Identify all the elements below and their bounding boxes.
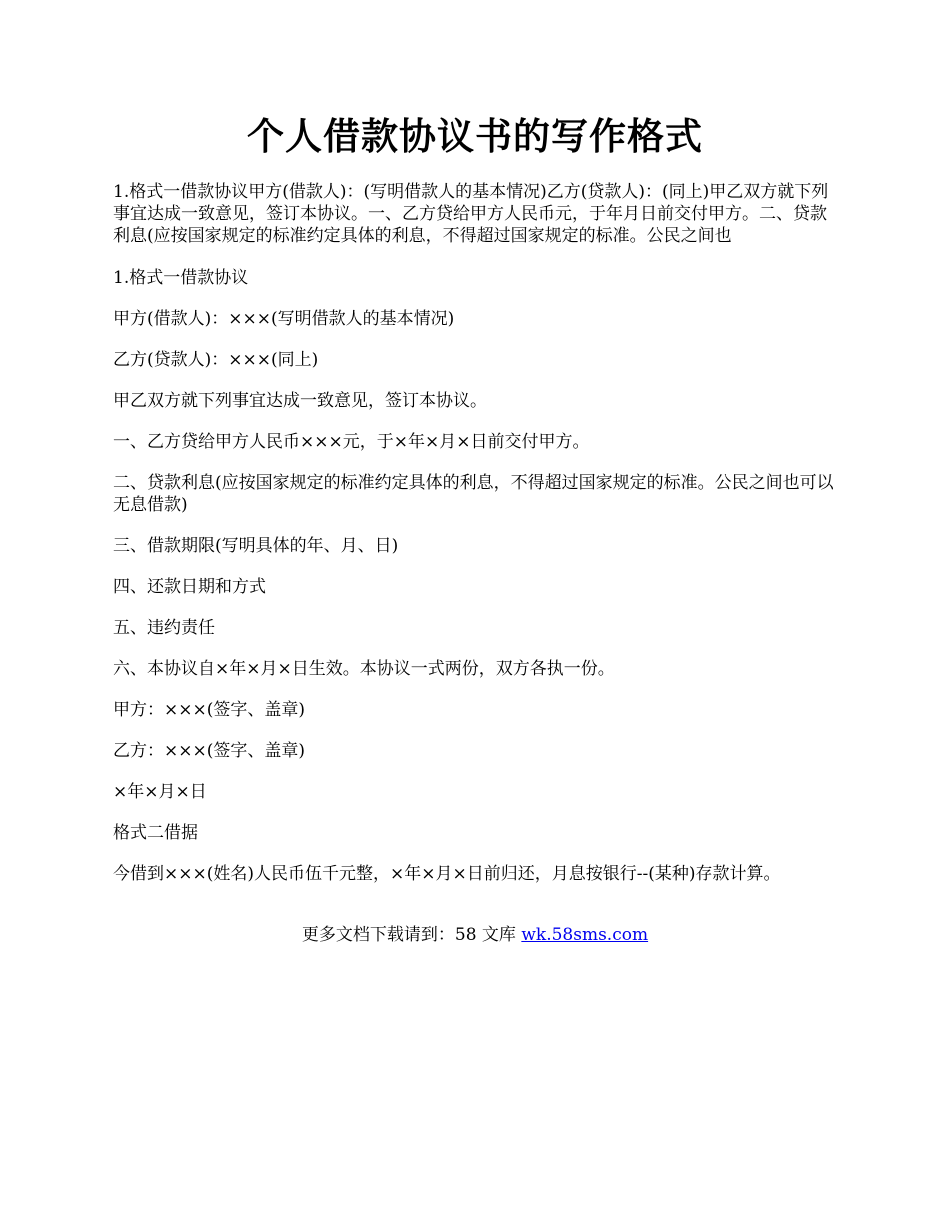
party-a-line: 甲方(借款人)：×××(写明借款人的基本情况) (113, 309, 455, 329)
party-b-line: 乙方(贷款人)：×××(同上) (113, 350, 319, 370)
section-heading-format-two: 格式二借据 (113, 823, 198, 843)
iou-text: 今借到×××(姓名)人民币伍千元整，×年×月×日前归还，月息按银行--(某种)存款计算。 (113, 864, 781, 884)
clause-two: 二、贷款利息(应按国家规定的标准约定具体的利息，不得超过国家规定的标准。公民之间也可以无息借款) (113, 473, 834, 515)
party-b-signature: 乙方：×××(签字、盖章) (113, 741, 305, 761)
clause-five: 五、违约责任 (113, 618, 215, 638)
section-heading-format-one: 1.格式一借款协议 (113, 268, 249, 288)
footer-link[interactable]: wk.58sms.com (521, 925, 649, 945)
clause-three: 三、借款期限(写明具体的年、月、日) (113, 536, 399, 556)
document-title: 个人借款协议书的写作格式 (247, 114, 703, 158)
agreement-statement: 甲乙双方就下列事宜达成一致意见，签订本协议。 (113, 391, 487, 411)
document-body (113, 181, 841, 904)
party-a-signature: 甲方：×××(签字、盖章) (113, 700, 305, 720)
intro-paragraph: 1.格式一借款协议甲方(借款人)：(写明借款人的基本情况)乙方(贷款人)：(同上)甲乙双方就下列事宜达成一致意见，签订本协议。一、乙方贷给甲方人民币元，于年月日前交付甲方。二、贷款利息(应按国家规定的标准约定具体的利息，不得超过国家规定的标准。公民之间也 (113, 182, 829, 246)
footer-note (0, 924, 950, 946)
clause-six: 六、本协议自×年×月×日生效。本协议一式两份，双方各执一份。 (113, 659, 615, 679)
date-line: ×年×月×日 (113, 782, 207, 802)
clause-one: 一、乙方贷给甲方人民币×××元，于×年×月×日前交付甲方。 (113, 432, 590, 452)
clause-four: 四、还款日期和方式 (113, 577, 266, 597)
footer-text: 更多文档下载请到：58 文库 (301, 925, 522, 945)
